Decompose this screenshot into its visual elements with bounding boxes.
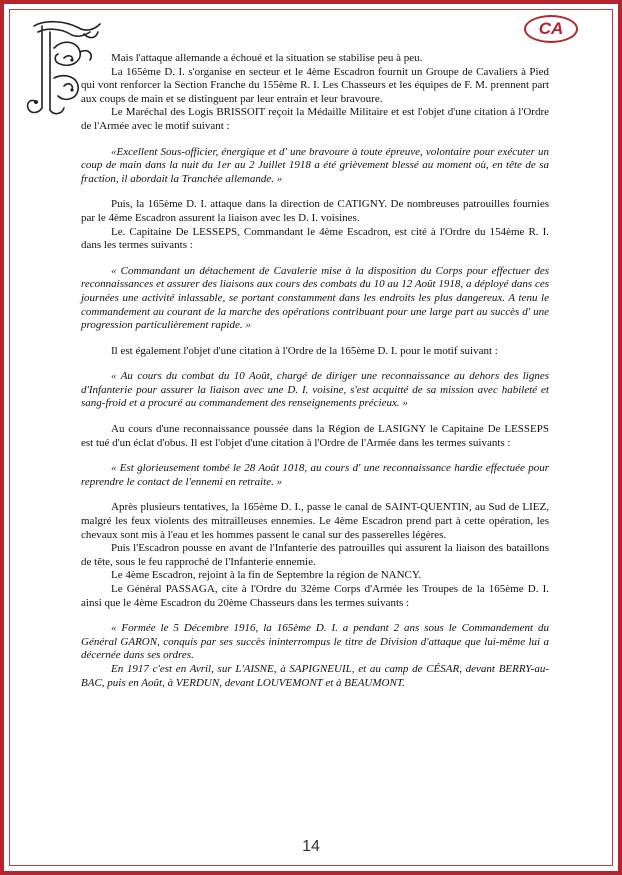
citation-quote: «Excellent Sous-officier, énergique et d' une bravoure à toute épreuve, volontaire pour exécuter un coup de main dans la nuit du 1er au 2 Juillet 1918 a été grièvement blessé au moment où, en tête de sa fraction, il abordait la Tranchée allemande. » [81,145,549,185]
paragraph: Puis, la 165ème D. I. attaque dans la direction de CATIGNY. De nombreuses patrouilles fournies par le 4ème Escadron assurent la liaison avec les D. I. voisines. [81,198,549,224]
document-body [81,52,549,690]
citation-quote: « Au cours du combat du 10 Août, chargé de diriger une reconnaissance au dehors des lignes d'Infanterie pour assurer la liaison avec une D. I. voisine, s'est acquitté de sa mission avec habileté et sang-froid et a procuré au commandement des renseignements précieux. » [81,370,549,410]
ca-logo [524,15,578,43]
paragraph: Le Maréchal des Logis BRISSOIT reçoit la Médaille Militaire et est l'objet d'une citation à l'Ordre de l'Armée avec le motif suivant : [81,106,549,132]
paragraph: Il est également l'objet d'une citation à l'Ordre de la 165ème D. I. pour le motif suivant : [111,344,498,357]
paragraph: Puis l'Escadron pousse en avant de l'Infanterie des patrouilles qui assurent la liaison des bataillons de tête, sous le feu rapproché de l'Infanterie ennemie. [81,542,549,568]
page-number: 14 [302,838,320,855]
paragraph: La 165ème D. I. s'organise en secteur et le 4ème Escadron fournit un Groupe de Cavaliers à Pied qui vont renforcer la Section Franche du 155ème R. I. Les Chasseurs et les équipes de F. M. prennent part aux coups de main et se distinguent par leur entrain et leur bravoure. [81,65,549,105]
paragraph: Le Général PASSAGA, cite à l'Ordre du 32ème Corps d'Armée les Troupes de la 165ème D. I. ainsi que le 4ème Escadron du 20ème Chasseurs dans les termes suivants : [81,583,549,609]
citation-quote: « Commandant un détachement de Cavalerie mise à la disposition du Corps pour effectuer des reconnaissances et assurer des liaisons aux cours des combats du 10 au 12 Août 1918, a déployé dans ces journées une activité inlassable, se portant constamment dans les endroits les plus dangereux. A tenu le commandement au courant de la marche des opérations contribuant pour une large part au succès d' une progression particulièrement rapide. » [81,264,549,332]
citation-quote: « Formée le 5 Décembre 1916, la 165ème D. I. a pendant 2 ans sous le Commandement du Général GARON, conquis par ses succès ininterrompus le titre de Division d'attaque que lui-même lui a décernée dans ses ordres. [81,622,549,662]
paragraph: Le 4ème Escadron, rejoint à la fin de Septembre la région de NANCY. [111,569,422,582]
paragraph: Le. Capitaine De LESSEPS, Commandant le 4ème Escadron, est cité à l'Ordre du 154ème R. I. dans les termes suivants : [81,225,549,252]
paragraph: Au cours d'une reconnaissance poussée dans la Région de LASIGNY le Capitaine De LESSEPS est tué d'un éclat d'obus. Il est l'objet d'une citation à l'Ordre de l'Armée dans les termes suivants : [81,423,549,449]
citation-quote: En 1917 c'est en Avril, sur L'AISNE, à SAPIGNEUIL, et au camp de CÉSAR, devant BERRY-au-BAC, puis en Août, à VERDUN, devant LOUVEMONT et à BEAUMONT. [81,662,549,689]
citation-quote: « Est glorieusement tombé le 28 Août 1018, au cours d' une reconnaissance hardie effectuée pour reprendre le contact de l'ennemi en retraite. » [81,462,549,488]
paragraph: Mais l'attaque allemande a échoué et la situation se stabilise peu à peu. [111,52,423,64]
paragraph: Après plusieurs tentatives, la 165ème D. I., passe le canal de SAINT-QUENTIN, au Sud de LIEZ, malgré les feux violents des mitrailleuses ennemies. Le 4ème Escadron prend part à cette opération, les chevaux sont mis à l'eau et les hommes passent le canal sur des passerelles légères. [81,501,549,541]
ca-logo-text: CA [538,19,564,38]
